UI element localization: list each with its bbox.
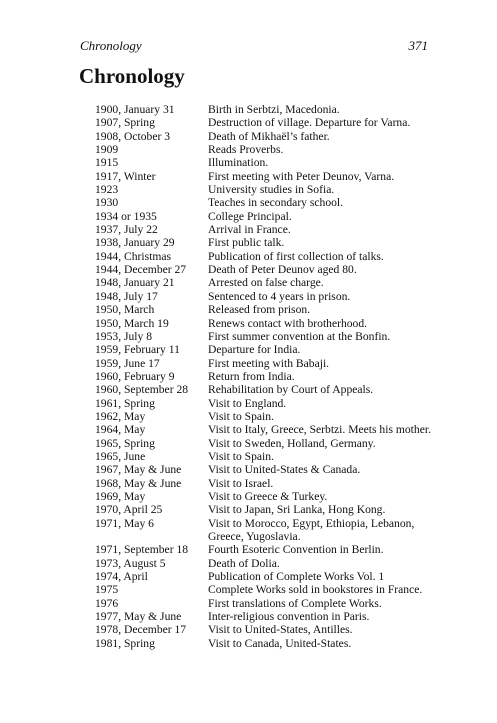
entry-event-line: First meeting with Peter Deunov, Varna.	[208, 169, 395, 183]
entry-event	[208, 503, 440, 516]
entry-date: 1908, October 3	[95, 129, 171, 143]
entry-event	[208, 116, 440, 129]
entry-event-line: First summer convention at the Bonfin.	[208, 329, 391, 343]
entry-date: 1959, June 17	[95, 356, 160, 370]
chronology-entry	[95, 170, 440, 183]
entry-event	[208, 423, 440, 436]
chronology-entry	[95, 303, 440, 316]
entry-event-line: Visit to Greece & Turkey.	[208, 489, 328, 503]
entry-event	[208, 103, 440, 116]
entry-event	[208, 637, 440, 650]
entry-date: 1965, June	[95, 449, 146, 463]
entry-date: 1971, September 18	[95, 543, 189, 557]
entry-date: 1948, July 17	[95, 289, 158, 303]
entry-event	[208, 463, 440, 476]
entry-event	[208, 130, 440, 143]
entry-event-line: Visit to Morocco, Egypt, Ethiopia, Lebanon,	[208, 516, 415, 530]
entry-date: 1953, July 8	[95, 329, 153, 343]
entry-event-line: Departure for India.	[208, 343, 301, 357]
entry-date: 1950, March	[95, 303, 155, 317]
entry-event	[208, 210, 440, 223]
entry-event	[208, 343, 440, 356]
entry-date: 1930	[95, 196, 119, 210]
entry-event	[208, 557, 440, 570]
entry-event-line: Complete Works sold in bookstores in France.	[208, 583, 423, 597]
chronology-entry	[95, 317, 440, 330]
entry-event-line: Birth in Serbtzi, Macedonia.	[208, 103, 340, 116]
entry-event-line: Publication of Complete Works Vol. 1	[208, 570, 385, 584]
chronology-entry	[95, 156, 440, 169]
chronology-entry	[95, 637, 440, 650]
chronology-entry	[95, 196, 440, 209]
chronology-entry	[95, 463, 440, 476]
entry-date: 1973, August 5	[95, 556, 166, 570]
entry-event	[208, 570, 440, 583]
entry-date: 1965, Spring	[95, 436, 155, 450]
entry-event-line: Sentenced to 4 years in prison.	[208, 289, 351, 303]
chronology-entry	[95, 570, 440, 583]
chronology-entry	[95, 610, 440, 623]
entry-event-line: Destruction of village. Departure for Varna.	[208, 116, 411, 130]
entry-date: 1981, Spring	[95, 636, 155, 650]
chronology-entry	[95, 236, 440, 249]
running-head-title: Chronology	[80, 38, 142, 53]
entry-date: 1944, December 27	[95, 263, 187, 277]
chronology-entry	[95, 597, 440, 610]
entry-event	[208, 276, 440, 289]
page-number: 371	[408, 38, 428, 53]
chronology-entry	[95, 330, 440, 343]
chronology-entry	[95, 477, 440, 490]
chronology-entry	[95, 383, 440, 396]
entry-event	[208, 143, 440, 156]
entry-event	[208, 583, 440, 596]
entry-event	[208, 290, 440, 303]
entry-date: 1944, Christmas	[95, 249, 172, 263]
chronology-entry	[95, 410, 440, 423]
entry-event-line: Fourth Esoteric Convention in Berlin.	[208, 543, 384, 557]
entry-event-line: Return from India.	[208, 369, 295, 383]
entry-event	[208, 490, 440, 503]
chronology-entry	[95, 223, 440, 236]
chronology-entry	[95, 343, 440, 356]
entry-event	[208, 303, 440, 316]
entry-event	[208, 623, 440, 636]
entry-date: 1948, January 21	[95, 276, 175, 290]
entry-date: 1909	[95, 143, 119, 157]
entry-date: 1917, Winter	[95, 169, 156, 183]
chronology-entry	[95, 397, 440, 410]
chronology-entry	[95, 143, 440, 156]
entry-date: 1969, May	[95, 489, 146, 503]
chronology-entry	[95, 210, 440, 223]
entry-event-line: Arrested on false charge.	[208, 276, 324, 290]
entry-event-line: Renews contact with brotherhood.	[208, 316, 368, 330]
chronology-entry	[95, 623, 440, 636]
chronology-entry	[95, 116, 440, 129]
entry-event	[208, 437, 440, 450]
entry-event-line: Visit to England.	[208, 396, 287, 410]
entry-date: 1976	[95, 596, 119, 610]
entry-event-line: Greece, Yugoslavia.	[208, 530, 301, 543]
entry-event-line: First translations of Complete Works.	[208, 596, 382, 610]
entry-date: 1967, May & June	[95, 463, 182, 477]
chronology-entry	[95, 263, 440, 276]
entry-date: 1960, September 28	[95, 383, 189, 397]
entry-event-line: Visit to United-States, Antilles.	[208, 623, 353, 637]
entry-event-line: Inter-religious convention in Paris.	[208, 610, 370, 624]
entry-event	[208, 477, 440, 490]
entry-date: 1971, May 6	[95, 516, 154, 530]
entry-event-line: Death of Mikhaël’s father.	[208, 129, 330, 143]
entry-event-line: Publication of first collection of talks.	[208, 249, 384, 263]
entry-event	[208, 330, 440, 343]
entry-date: 1915	[95, 156, 119, 170]
entry-event	[208, 383, 440, 396]
entry-event	[208, 183, 440, 196]
entry-event-line: First meeting with Babaji.	[208, 356, 330, 370]
entry-date: 1950, March 19	[95, 316, 169, 330]
entry-event-line: Rehabilitation by Court of Appeals.	[208, 383, 374, 397]
entry-event-line: Death of Dolia.	[208, 556, 280, 570]
chronology-entry	[95, 370, 440, 383]
chronology-entry	[95, 490, 440, 503]
entry-event-line: Visit to United-States & Canada.	[208, 463, 361, 477]
chronology-entry	[95, 557, 440, 570]
page-title: Chronology	[79, 64, 185, 88]
chronology-entry	[95, 276, 440, 289]
entry-date: 1934 or 1935	[95, 209, 157, 223]
entry-event	[208, 236, 440, 249]
entry-event	[208, 370, 440, 383]
entry-date: 1923	[95, 183, 119, 197]
entry-event-line: College Principal.	[208, 209, 292, 223]
entry-date: 1962, May	[95, 409, 146, 423]
chronology-entry	[95, 543, 440, 556]
entry-event-line: Teaches in secondary school.	[208, 196, 344, 210]
entry-event	[208, 610, 440, 623]
entry-date: 1938, January 29	[95, 236, 175, 250]
entry-event-line: Arrival in France.	[208, 223, 291, 237]
entry-event	[208, 170, 440, 183]
entry-date: 1900, January 31	[95, 103, 175, 116]
entry-date: 1978, December 17	[95, 623, 187, 637]
entry-event-line: Visit to Italy, Greece, Serbtzi. Meets his mother.	[208, 423, 431, 437]
entry-event	[208, 250, 440, 263]
entry-date: 1974, April	[95, 570, 148, 584]
entry-event-line: Reads Proverbs.	[208, 143, 284, 157]
chronology-entry	[95, 517, 440, 544]
entry-event-line: University studies in Sofia.	[208, 183, 335, 197]
chronology-entry	[95, 103, 440, 116]
entry-event	[208, 543, 440, 556]
entry-event	[208, 317, 440, 330]
entry-date: 1964, May	[95, 423, 146, 437]
chronology-entry	[95, 437, 440, 450]
entry-event-line: Illumination.	[208, 156, 269, 170]
entry-event	[208, 397, 440, 410]
chronology-entry	[95, 290, 440, 303]
chronology-entry	[95, 583, 440, 596]
chronology-entry	[95, 423, 440, 436]
entry-date: 1968, May & June	[95, 476, 182, 490]
entry-event-line: Visit to Israel.	[208, 476, 274, 490]
chronology-entry	[95, 357, 440, 370]
chronology-entry	[95, 503, 440, 516]
entry-event-line: Released from prison.	[208, 303, 311, 317]
chronology-entry	[95, 130, 440, 143]
entry-event	[208, 517, 440, 544]
entry-date: 1937, July 22	[95, 223, 158, 237]
entry-event	[208, 263, 440, 276]
entry-date: 1977, May & June	[95, 610, 182, 624]
entry-event	[208, 357, 440, 370]
entry-date: 1975	[95, 583, 119, 597]
entry-event-line: Visit to Sweden, Holland, Germany.	[208, 436, 376, 450]
chronology-list	[95, 103, 440, 650]
entry-event	[208, 156, 440, 169]
entry-event	[208, 597, 440, 610]
entry-date: 1959, February 11	[95, 343, 180, 357]
entry-event-line: Visit to Spain.	[208, 449, 274, 463]
entry-event-line: Visit to Spain.	[208, 409, 274, 423]
entry-date: 1961, Spring	[95, 396, 155, 410]
chronology-entry	[95, 250, 440, 263]
entry-event	[208, 223, 440, 236]
entry-date: 1907, Spring	[95, 116, 155, 130]
entry-event-line: First public talk.	[208, 236, 285, 250]
entry-event	[208, 196, 440, 209]
entry-date: 1960, February 9	[95, 369, 175, 383]
chronology-entry	[95, 450, 440, 463]
entry-event-line: Death of Peter Deunov aged 80.	[208, 263, 357, 277]
entry-event	[208, 450, 440, 463]
chronology-entry	[95, 183, 440, 196]
entry-event	[208, 410, 440, 423]
entry-date: 1970, April 25	[95, 503, 163, 517]
entry-event-line: Visit to Japan, Sri Lanka, Hong Kong.	[208, 503, 386, 517]
entry-event-line: Visit to Canada, United-States.	[208, 636, 352, 650]
